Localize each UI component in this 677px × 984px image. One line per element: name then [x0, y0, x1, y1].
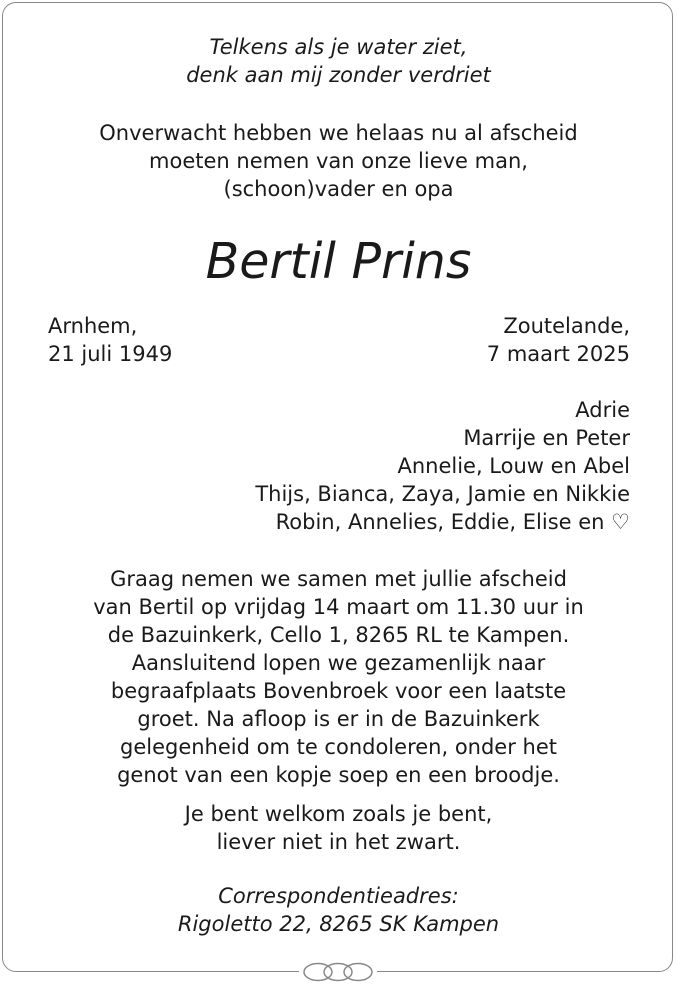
announcement-line: Graag nemen we samen met jullie afscheid	[110, 567, 567, 591]
family-member-line: Thijs, Bianca, Zaya, Jamie en Nikkie	[255, 482, 630, 506]
announcement-line: genot van een kopje soep en een broodje.	[117, 763, 560, 787]
family-member-line: Marrije en Peter	[463, 426, 630, 450]
birth-date: 21 juli 1949	[48, 342, 173, 366]
family-member-line: Adrie	[575, 398, 630, 422]
announcement-line: begraafplaats Bovenbroek voor een laatste	[110, 679, 567, 703]
family-member-line: Annelie, Louw en Abel	[397, 454, 630, 478]
motto-line: denk aan mij zonder verdriet	[186, 63, 491, 87]
announcement-line: van Bertil op vrijdag 14 maart om 11.30 uur in	[93, 595, 584, 619]
intro-line: (schoon)vader en opa	[223, 177, 454, 201]
motto-line: Telkens als je water ziet,	[209, 35, 468, 59]
announcement-line: gelegenheid om te condoleren, onder het	[119, 735, 557, 759]
funeral-announcement	[0, 565, 677, 789]
family-member-line: Robin, Annelies, Eddie, Elise en ♡	[275, 510, 630, 534]
intro-text	[0, 119, 677, 203]
three-interlinked-rings-icon	[299, 961, 377, 983]
intro-line: moeten nemen van onze lieve man,	[149, 149, 528, 173]
welcome-line: liever niet in het zwart.	[216, 830, 461, 854]
address-label: Correspondentieadres:	[218, 884, 459, 908]
announcement-line: de Bazuinkerk, Cello 1, 8265 RL te Kampen.	[107, 623, 570, 647]
death-place: Zoutelande,	[503, 314, 630, 338]
death-date: 7 maart 2025	[486, 342, 630, 366]
family-list	[255, 396, 630, 536]
correspondence-address	[0, 882, 677, 938]
address-line: Rigoletto 22, 8265 SK Kampen	[177, 912, 500, 936]
announcement-line: Aansluitend lopen we gezamenlijk naar	[131, 651, 546, 675]
birth-info	[48, 312, 172, 368]
deceased-name: Bertil Prins	[205, 233, 472, 290]
intro-line: Onverwacht hebben we helaas nu al afscheid	[99, 121, 578, 145]
welcome-note	[0, 800, 677, 856]
birth-place: Arnhem,	[48, 314, 138, 338]
announcement-line: groet. Na afloop is er in de Bazuinkerk	[137, 707, 540, 731]
motto-verse	[0, 33, 677, 89]
death-info	[487, 312, 630, 368]
welcome-line: Je bent welkom zoals je bent,	[184, 802, 493, 826]
